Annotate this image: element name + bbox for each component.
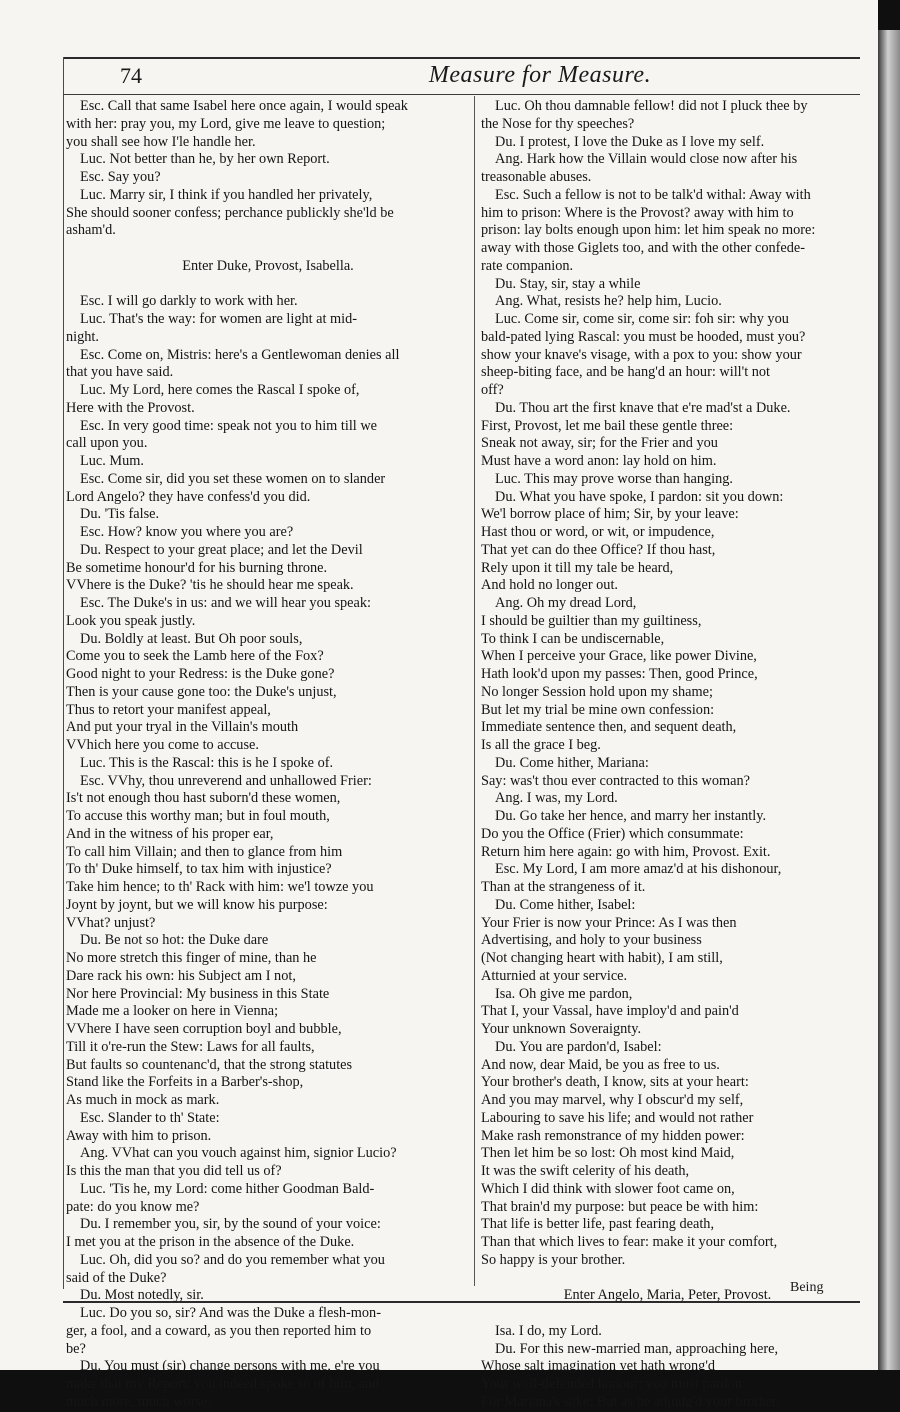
text-line: away with those Giglets too, and with the other confede- — [481, 240, 805, 256]
text-line: I met you at the prison in the absence of the Duke. — [66, 1234, 355, 1250]
text-line: Du. Go take her hence, and marry her instantly. — [495, 808, 767, 824]
text-line: call upon you. — [66, 435, 148, 452]
text-line: much more, much worse. — [66, 1393, 211, 1410]
text-line: asham'd. — [66, 222, 116, 239]
text-line: the Nose for thy speeches? — [481, 115, 635, 132]
text-line: Du. Respect to your great place; and let the Devil — [80, 541, 363, 558]
text-line: Ang. What, resists he? help him, Lucio. — [495, 293, 722, 310]
text-line: Lord Angelo? they have confess'd you did. — [66, 488, 311, 505]
text-line: Esc. I will go darkly to work with her. — [80, 293, 298, 310]
text-line: Than that which lives to fear: make it your comfort, — [481, 1234, 778, 1250]
text-line: Say: was't thou ever contracted to this woman? — [481, 772, 750, 789]
text-line: treasonable abuses. — [481, 169, 592, 185]
text-line: Esc. Come on, Mistris: here's a Gentlewoman denies all — [80, 346, 400, 363]
text-line: bald-pated lying Rascal: you must be hooded, must you? — [481, 328, 806, 345]
text-line: She should sooner confess; perchance publickly she'ld be — [66, 204, 394, 221]
blank-line — [66, 276, 470, 294]
text-line: Luc. This may prove worse than hanging. — [495, 470, 733, 487]
text-line: Hast thou or word, or wit, or impudence, — [481, 524, 715, 540]
text-line: First, Provost, let me bail these gentle three: — [481, 417, 734, 434]
text-line: Then let him be so lost: Oh most kind Maid, — [481, 1145, 735, 1162]
text-line: Ang. Oh my dread Lord, — [495, 595, 637, 611]
text-line: Luc. That's the way: for women are light at mid- — [80, 311, 358, 327]
text-line: Isa. I do, my Lord. — [495, 1322, 602, 1339]
text-line: Isa. Oh give me pardon, — [495, 985, 633, 1002]
text-line: Luc. Oh, did you so? and do you remember what you — [80, 1251, 385, 1268]
stage-direction: Enter Angelo, Maria, Peter, Provost. — [563, 1287, 772, 1304]
text-line: Then is your cause gone too: the Duke's unjust, — [66, 683, 337, 700]
text-line: Du. You are pardon'd, Isabel: — [495, 1038, 662, 1055]
text-line: And hold no longer out. — [481, 577, 619, 594]
text-line: We'l borrow place of him; Sir, by your leave: — [481, 506, 739, 523]
text-line: Du. For this new-married man, approaching here, — [495, 1340, 779, 1357]
text-line: Be sometime honour'd for his burning throne. — [66, 559, 328, 576]
page-edge — [878, 30, 900, 1370]
catchword: Being — [790, 1280, 824, 1295]
text-line: Stand like the Forfeits in a Barber's-shop, — [66, 1074, 304, 1091]
text-line: with her: pray you, my Lord, give me leave to question; — [66, 115, 386, 132]
text-line: Luc. Do you so, sir? And was the Duke a flesh-mon- — [80, 1305, 381, 1321]
text-line: off? — [481, 382, 504, 398]
text-line: Is this the man that you did tell us of? — [66, 1163, 282, 1179]
text-line: Come you to seek the Lamb here of the Fox? — [66, 648, 324, 665]
text-line: Sneak not away, sir; for the Frier and you — [481, 435, 718, 452]
text-line: Ang. Hark how the Villain would close now after his — [495, 151, 798, 168]
text-line: prison: lay bolts enough upon him: let him speak no more: — [481, 222, 816, 239]
text-line: Du. You must (sir) change persons with me, e're you — [80, 1358, 380, 1375]
text-line: Dare rack his own: his Subject am I not, — [66, 967, 296, 984]
text-line: Esc. In very good time: speak not you to him till we — [80, 417, 378, 434]
text-line: So happy is your brother. — [481, 1251, 626, 1268]
text-line: Your brother's death, I know, sits at your heart: — [481, 1074, 749, 1091]
text-line: you shall see how I'le handle her. — [66, 133, 256, 150]
blank-line — [66, 240, 470, 258]
text-line: Do you the Office (Frier) which consummate: — [481, 825, 744, 842]
text-line: No more stretch this finger of mine, than he — [66, 950, 317, 966]
text-line: To th' Duke himself, to tax him with injustice? — [66, 861, 332, 878]
text-line: ger, a fool, and a coward, as you then reported him to — [66, 1322, 372, 1339]
text-line: Ang. I was, my Lord. — [495, 790, 618, 807]
text-line: Hath look'd upon my passes: Then, good Prince, — [481, 666, 758, 682]
text-line: Make rash remonstrance of my hidden power: — [481, 1127, 745, 1144]
text-line: Esc. Such a fellow is not to be talk'd withal: Away with — [495, 186, 811, 203]
text-line: (Not changing heart with habit), I am still, — [481, 950, 723, 966]
text-line: Luc. This is the Rascal: this is he I spoke of. — [80, 754, 334, 771]
text-line: Is all the grace I beg. — [481, 737, 601, 753]
text-line: That I, your Vassal, have imploy'd and pain'd — [481, 1003, 739, 1020]
text-line: Whose salt imagination yet hath wrong'd — [481, 1358, 716, 1375]
text-line: Advertising, and holy to your business — [481, 932, 702, 949]
text-line: Nor here Provincial: My business in this State — [66, 985, 330, 1002]
header-rule — [63, 94, 860, 95]
top-rule — [63, 57, 860, 59]
text-line: be? — [66, 1340, 86, 1357]
text-line: To call him Villain; and then to glance from him — [66, 843, 343, 860]
text-line: Du. Most notedly, sir. — [80, 1287, 204, 1304]
left-rule — [63, 57, 64, 1289]
text-line: VVhich here you come to accuse. — [66, 737, 259, 753]
text-line: To think I can be undiscernable, — [481, 630, 665, 647]
text-line: But faults so countenanc'd, that the strong statutes — [66, 1056, 353, 1073]
text-line: Luc. My Lord, here comes the Rascal I spoke of, — [80, 382, 360, 398]
text-line: said of the Duke? — [66, 1269, 167, 1286]
column-divider — [474, 96, 475, 1286]
text-line: Luc. Mum. — [80, 453, 144, 469]
text-line: And you may marvel, why I obscur'd my self, — [481, 1092, 744, 1108]
text-line: Take him hence; to th' Rack with him: we'l towze you — [66, 879, 374, 895]
text-line: Luc. Not better than he, by her own Report. — [80, 151, 330, 168]
text-line: VVhere is the Duke? 'tis he should hear me speak. — [66, 577, 354, 594]
text-line: make that my Report: you indeed spoke so of him, and — [66, 1376, 380, 1392]
text-line: Immediate sentence then, and sequent death, — [481, 719, 737, 736]
text-line: Luc. Marry sir, I think if you handled her privately, — [80, 186, 373, 203]
text-line: Du. I remember you, sir, by the sound of your voice: — [80, 1216, 381, 1233]
right-text-column — [481, 98, 854, 1412]
text-line: Esc. My Lord, I am more amaz'd at his dishonour, — [495, 861, 782, 878]
running-title: Measure for Measure. — [428, 62, 652, 88]
text-line: But let my trial be mine own confession: — [481, 701, 715, 718]
text-line: Good night to your Redress: is the Duke gone? — [66, 666, 335, 682]
text-line: Look you speak justly. — [66, 612, 196, 629]
text-line: Made me a looker on here in Vienna; — [66, 1003, 279, 1020]
text-line: Till it o're-run the Stew: Laws for all faults, — [66, 1038, 315, 1055]
text-line: night. — [66, 328, 99, 345]
text-line: It was the swift celerity of his death, — [481, 1163, 690, 1179]
text-line: Du. Stay, sir, stay a while — [495, 275, 641, 292]
text-line: him to prison: Where is the Provost? away with him to — [481, 204, 794, 221]
text-line: That yet can do thee Office? If thou hast, — [481, 541, 716, 558]
text-line: Your Frier is now your Prince: As I was then — [481, 914, 737, 931]
text-line: that you have said. — [66, 364, 174, 381]
left-text-column — [66, 98, 470, 1412]
text-line: Away with him to prison. — [66, 1127, 212, 1144]
text-line: Esc. Call that same Isabel here once again, I would speak — [80, 98, 408, 114]
text-line: Esc. Slander to th' State: — [80, 1109, 220, 1126]
text-line: Your well-defended honour; you must pardon — [481, 1376, 743, 1392]
text-line: Esc. VVhy, thou unreverend and unhallowed Frier: — [80, 772, 372, 789]
text-line: Esc. Come sir, did you set these women on to slander — [80, 470, 386, 487]
text-line: rate companion. — [481, 257, 574, 274]
text-line: For Mariana's sake: But as he adjudg'd your brother, — [481, 1393, 780, 1410]
text-line: To accuse this worthy man; but in foul mouth, — [66, 808, 330, 824]
text-line: I should be guiltier than my guiltiness, — [481, 612, 702, 629]
text-line: Labouring to save his life; and would not rather — [481, 1109, 754, 1126]
text-line: Must have a word anon: lay hold on him. — [481, 453, 717, 469]
text-line: Du. What you have spoke, I pardon: sit you down: — [495, 488, 784, 505]
text-line: Du. Be not so hot: the Duke dare — [80, 932, 269, 949]
text-line: Esc. The Duke's in us: and we will hear you speak: — [80, 595, 371, 611]
stage-direction: Enter Duke, Provost, Isabella. — [182, 257, 354, 274]
text-line: Return him here again: go with him, Provost. Exit. — [481, 843, 771, 860]
text-line: VVhat? unjust? — [66, 914, 156, 931]
text-line: Here with the Provost. — [66, 399, 195, 416]
text-line: As much in mock as mark. — [66, 1092, 220, 1108]
text-line: And put your tryal in the Villain's mouth — [66, 719, 299, 736]
text-line: Which I did think with slower foot came on, — [481, 1180, 735, 1197]
text-line: pate: do you know me? — [66, 1198, 200, 1215]
text-line: Ang. VVhat can you vouch against him, signior Lucio? — [80, 1145, 397, 1162]
text-line: Your unknown Soveraignty. — [481, 1021, 642, 1037]
text-line: No longer Session hold upon my shame; — [481, 683, 713, 700]
text-line: Than at the strangeness of it. — [481, 879, 646, 895]
text-line: Du. I protest, I love the Duke as I love my self. — [495, 133, 765, 150]
text-line: Esc. Say you? — [80, 169, 161, 185]
text-line: And in the witness of his proper ear, — [66, 825, 274, 842]
text-line: Joynt by joynt, but we will know his purpose: — [66, 896, 328, 913]
text-line: That brain'd my purpose: but peace be with him: — [481, 1198, 759, 1215]
text-line: Rely upon it till my tale be heard, — [481, 559, 674, 576]
text-line: Atturnied at your service. — [481, 967, 628, 984]
text-line: Du. Thou art the first knave that e're mad'st a Duke. — [495, 399, 791, 416]
text-line: Du. Come hither, Mariana: — [495, 754, 649, 771]
text-line: And now, dear Maid, be you as free to us. — [481, 1056, 720, 1073]
text-line: Luc. Come sir, come sir, come sir: foh sir: why you — [495, 311, 789, 327]
text-line: Du. Boldly at least. But Oh poor souls, — [80, 630, 303, 647]
blank-line — [481, 1305, 854, 1323]
text-line: Du. Come hither, Isabel: — [495, 896, 636, 913]
text-line: That life is better life, past fearing death, — [481, 1216, 715, 1233]
text-line: Thus to retort your manifest appeal, — [66, 701, 271, 718]
text-line: Is't not enough thou hast suborn'd these women, — [66, 790, 341, 807]
text-line: Luc. 'Tis he, my Lord: come hither Goodman Bald- — [80, 1180, 375, 1197]
text-line: VVhere I have seen corruption boyl and bubble, — [66, 1021, 342, 1037]
text-line: Luc. Oh thou damnable fellow! did not I pluck thee by — [495, 98, 808, 114]
text-line: When I perceive your Grace, like power Divine, — [481, 648, 757, 665]
page-number: 74 — [120, 63, 142, 88]
text-line: show your knave's visage, with a pox to you: show your — [481, 346, 802, 363]
text-line: sheep-biting face, and be hang'd an hour: will't not — [481, 364, 771, 381]
text-line: Esc. How? know you where you are? — [80, 524, 294, 540]
text-line: Du. 'Tis false. — [80, 506, 160, 523]
